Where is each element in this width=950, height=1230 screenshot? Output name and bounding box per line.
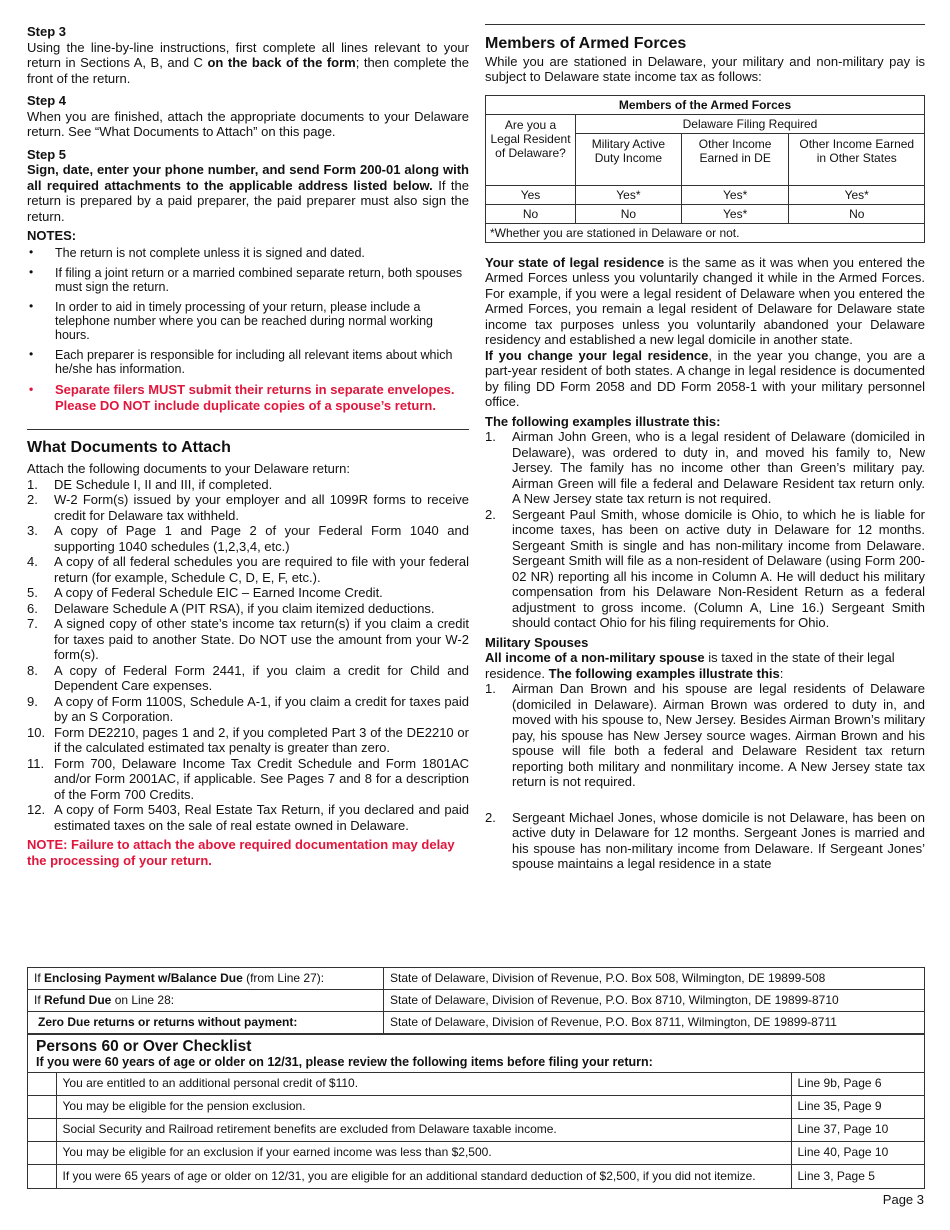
checklist-checkbox[interactable] [28, 1073, 56, 1096]
documents-red-note: NOTE: Failure to attach the above required documentation may delay the processing of your return. [27, 837, 455, 868]
checklist-checkbox[interactable] [28, 1096, 56, 1119]
checklist-checkbox[interactable] [28, 1119, 56, 1142]
step4-text: When you are finished, attach the appropriate documents to your Delaware return. See “What Documents to Attach” on this page. [27, 108, 469, 139]
documents-intro: Attach the following documents to your Delaware return: [27, 461, 351, 476]
step3-heading: Step 3 [27, 24, 67, 39]
table-footnote: *Whether you are stationed in Delaware or not. [486, 223, 925, 242]
document-item: 8. A copy of Federal Form 2441, if you claim a credit for Child and Dependent Care expenses. [27, 662, 469, 693]
address-row: If Enclosing Payment w/Balance Due (from Line 27): State of Delaware, Division of Revenue, P.O. Box 508, Wilmington, DE 19899-508 [28, 968, 925, 990]
note-item: • If filing a joint return or a married combined separate return, both spouses must sign the return. [27, 266, 469, 294]
document-item: 6. Delaware Schedule A (PIT RSA), if you claim itemized deductions. [27, 600, 435, 616]
document-item: 12. A copy of Form 5403, Real Estate Tax Return, if you declared and paid estimated taxes on the sale of real estate owned in Delaware. [27, 802, 469, 833]
checklist-row: Social Security and Railroad retirement benefits are excluded from Delaware taxable income. Line 37, Page 10 [28, 1119, 924, 1142]
military-spouses-heading: Military Spouses [485, 634, 589, 650]
spouses-examples-list [485, 681, 925, 872]
document-item: 9. A copy of Form 1100S, Schedule A-1, if you claim a credit for taxes paid by an S Corporation. [27, 693, 469, 724]
example-item: 1. Airman Dan Brown and his spouse are legal residents of Delaware (domiciled in Delaware). Airman Brown was ordered to duty in, and moved with his spouse to, New Jersey. Besides Airman Brown’s military pay, his spouse has New Jersey source wages. Airman Brown and his spouse will file both a federal and Delaware Resident tax return reporting both military and nonmilitary income. A New Jersey state tax return is not required. [485, 681, 925, 789]
filing-required-header: Delaware Filing Required [576, 114, 925, 133]
documents-title: What Documents to Attach [27, 438, 231, 456]
step3-text: Using the line-by-line instructions, first complete all lines relevant to your return in Sections A, B, and C on the back of the form; then complete the front of the return. [27, 39, 469, 86]
document-item: 5. A copy of Federal Schedule EIC – Earned Income Credit. [27, 585, 383, 600]
step4-heading: Step 4 [27, 93, 67, 108]
right-column [485, 24, 925, 872]
document-item: 2. W-2 Form(s) issued by your employer and all 1099R forms to receive credit for Delaware tax withheld. [27, 492, 469, 523]
document-item: 7. A signed copy of other state’s income tax return(s) if you claim a credit for taxes paid to another State. Do NOT use the amount from your W-2 form(s). [27, 616, 469, 662]
armed-forces-intro: While you are stationed in Delaware, your military and non-military pay is subject to Delaware state income tax as follows: [485, 53, 925, 84]
note-item-separate-filers: • Separate filers MUST submit their returns in separate envelopes. Please DO NOT include duplicate copies of a spouse’s return. [27, 382, 469, 415]
change-residence-paragraph: If you change your legal residence, in the year you change, you are a part-year resident of both states. A change in legal residence is documented by filing DD Form 2058 and DD Form 2058-1 with your military personnel office. [485, 347, 925, 409]
checklist-row: You may be eligible for the pension exclusion. Line 35, Page 9 [28, 1096, 924, 1119]
legal-residence-paragraph: Your state of legal residence is the same as it was when you entered the Armed Forces unless you voluntarily changed it while in the Armed Forces. For example, if you were a legal resident of Delaware when you entered the Armed Forces, you remain a legal resident of Delaware for Delaware state income tax purposes unless you voluntarily abandoned your Delaware residency and established a new legal domicile in another state. [485, 254, 925, 347]
military-spouses-intro: All income of a non-military spouse is taxed in the state of their legal residence. The following examples illustrate this: [485, 650, 895, 681]
note-item: • The return is not complete unless it is signed and dated. [27, 246, 469, 260]
armed-forces-title: Members of Armed Forces [485, 35, 687, 52]
mailing-address-table [27, 967, 925, 1034]
income-de-header: Other Income Earned in DE [681, 133, 789, 185]
document-item: 1. DE Schedule I, II and III, if completed. [27, 476, 273, 492]
table-caption: Members of the Armed Forces [486, 95, 925, 114]
document-item: 4. A copy of all federal schedules you are required to file with your federal return (for example, Schedule C, D, E, F, etc.). [27, 554, 469, 585]
checklist-title: Persons 60 or Over Checklist [36, 1038, 252, 1055]
checklist-row: You are entitled to an additional personal credit of $110. Line 9b, Page 6 [28, 1073, 924, 1096]
page-number: Page 3 [882, 1192, 924, 1207]
section-divider [27, 429, 469, 430]
note-item: • Each preparer is responsible for including all relevant items about which he/she has information. [27, 348, 469, 376]
notes-list [27, 246, 469, 415]
examples-list [485, 429, 925, 631]
document-item: 11. Form 700, Delaware Income Tax Credit Schedule and Form 1801AC and/or Form 2001AC, if applicable. See Pages 7 and 8 for a description of the Form 700 Credits. [27, 755, 469, 802]
note-item: • In order to aid in timely processing of your return, please include a telephone number where you can be reached during normal working hours. [27, 300, 469, 342]
step5-heading: Step 5 [27, 146, 67, 162]
persons-60-checklist [27, 1034, 925, 1189]
address-row: Zero Due returns or returns without payment: State of Delaware, Division of Revenue, P.O. Box 8711, Wilmington, DE 19899-8711 [28, 1012, 925, 1034]
example-item: 1. Airman John Green, who is a legal resident of Delaware (domiciled in Delaware), was ordered to duty in, and moved his family to, New Jersey. The family has no income other than Green’s military pay. Airman Green will file a federal and Delaware Resident tax return only. A New Jersey state tax return is not required. [485, 429, 925, 506]
income-other-states-header: Other Income Earned in Other States [789, 133, 925, 185]
section-divider [485, 24, 925, 25]
legal-resident-header: Are you a Legal Resident of Delaware? [486, 114, 576, 185]
military-income-header: Military Active Duty Income [576, 133, 682, 185]
checklist-subtitle: If you were 60 years of age or older on 12/31, please review the following items before filing your return: [36, 1054, 653, 1069]
document-item: 10. Form DE2210, pages 1 and 2, if you completed Part 3 of the DE2210 or if the calculated estimated tax penalty is greater than zero. [27, 724, 469, 755]
checklist-row: If you were 65 years of age or older on 12/31, you are eligible for an additional standard deduction of $2,500, if you did not itemize. Line 3, Page 5 [28, 1165, 924, 1188]
armed-forces-table [485, 95, 925, 243]
checklist-row: You may be eligible for an exclusion if your earned income was less than $2,500. Line 40, Page 10 [28, 1142, 924, 1165]
left-column [27, 24, 469, 868]
examples-heading: The following examples illustrate this: [485, 413, 721, 429]
document-item: 3. A copy of Page 1 and Page 2 of your Federal Form 1040 and supporting 1040 schedules (1,2,3,4, etc.) [27, 523, 469, 554]
table-row: Yes Yes* Yes* Yes* [486, 185, 925, 204]
example-item: 2. Sergeant Paul Smith, whose domicile is Ohio, to which he is liable for income taxes, has been on active duty in Delaware for 12 months. Sergeant Smith is single and has non-military income from Delaware. Sergeant Smith will file as a non-resident of Delaware (using Form 200-02 NR) reporting all his income in Column A. He will deduct his military compensation from his Delaware Non-Resident Return as a federal adjustment to gross income. (Column A, Line 16.) Sergeant Smith should contact Ohio for his filing requirements for Ohio. [485, 506, 925, 630]
notes-heading: NOTES: [27, 228, 77, 243]
checklist-table [28, 1072, 924, 1188]
table-row: No No Yes* No [486, 204, 925, 223]
address-row: If Refund Due on Line 28: State of Delaware, Division of Revenue, P.O. Box 8710, Wilmington, DE 19899-8710 [28, 990, 925, 1012]
checklist-checkbox[interactable] [28, 1165, 56, 1188]
step5-text: Sign, date, enter your phone number, and send Form 200-01 along with all required attachments to the applicable address listed below. If the return is prepared by a paid preparer, the paid preparer must also sign the return. [27, 162, 469, 224]
example-item: 2. Sergeant Michael Jones, whose domicile is not Delaware, has been on active duty in Delaware for 12 months. Sergeant Jones is married and his spouse has non-military income from Delaware. If Sergeant Jones’ spouse maintains a legal residence in a state [485, 809, 925, 871]
documents-list [27, 477, 469, 834]
checklist-checkbox[interactable] [28, 1142, 56, 1165]
